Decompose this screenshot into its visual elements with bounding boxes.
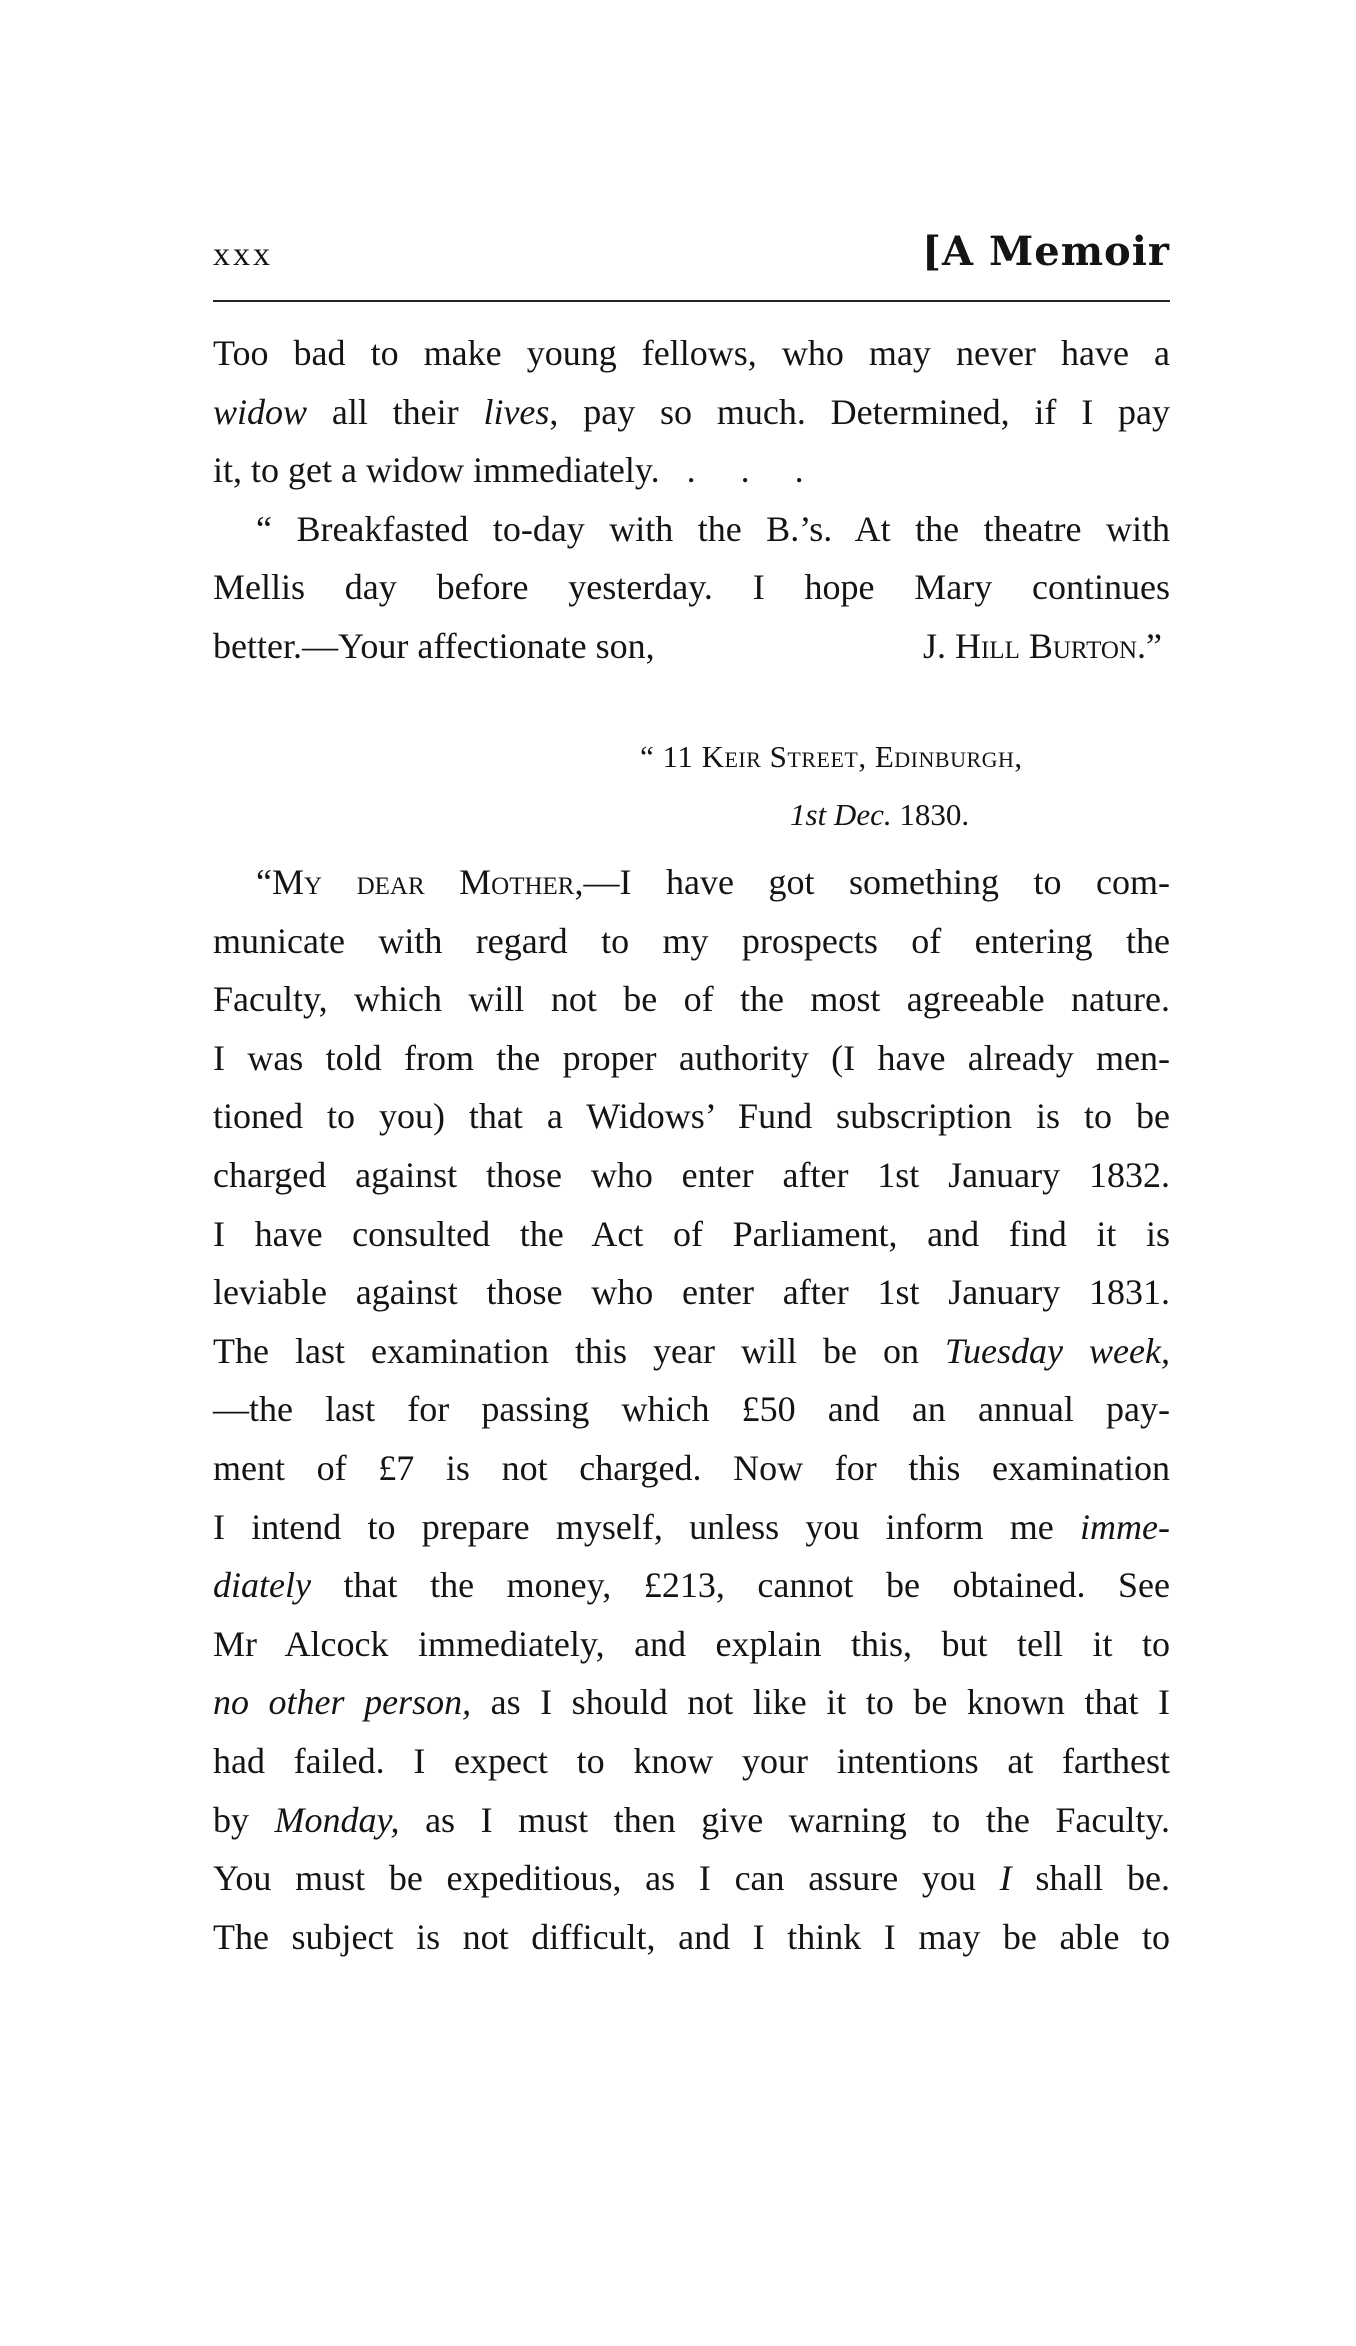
- text-line: widow all their lives, pay so much. Determined, if I pay: [213, 391, 1170, 432]
- text-line: Mr Alcock immediately, and explain this, but tell it to: [213, 1623, 1170, 1664]
- date: 1st Dec. 1830.: [790, 797, 970, 832]
- text-line: Too bad to make young fellows, who may never have a: [213, 333, 1170, 373]
- text-line: no other person, as I should not like it to be known that I: [213, 1682, 1170, 1723]
- text-line: diately that the money, £213, cannot be obtained. See: [213, 1565, 1170, 1606]
- text-line: by Monday, as I must then give warning to the Faculty.: [213, 1799, 1170, 1840]
- text-line: I intend to prepare myself, unless you inform me imme-: [213, 1506, 1170, 1547]
- text-line: it, to get a widow immediately. . . .: [213, 450, 822, 491]
- text-line: Faculty, which will not be of the most agreeable nature.: [213, 979, 1170, 1020]
- text-line: I was told from the proper authority (I have already men-: [213, 1037, 1170, 1078]
- page-header: [213, 228, 1170, 284]
- text-line: The subject is not difficult, and I think I may be able to: [213, 1916, 1170, 1957]
- signature: J. Hill Burton.”: [922, 625, 1162, 666]
- header-rule: [213, 300, 1170, 302]
- text-line: “ Breakfasted to-day with the B.’s. At the theatre with: [256, 508, 1170, 549]
- text-line: You must be expeditious, as I can assure you I shall be.: [213, 1858, 1170, 1899]
- text-line: —the last for passing which £50 and an annual pay-: [213, 1389, 1170, 1430]
- letter-heading: [640, 728, 1160, 844]
- closing: better.—Your affectionate son,: [213, 625, 655, 666]
- page-number: xxx: [213, 236, 273, 273]
- text-line: Mellis day before yesterday. I hope Mary continues: [213, 567, 1170, 608]
- text-line: municate with regard to my prospects of entering the: [213, 920, 1170, 961]
- salutation: My dear Mother,: [271, 862, 584, 902]
- letter-body: [213, 853, 1170, 1966]
- address: “ 11 Keir Street, Edinburgh,: [640, 739, 1023, 774]
- running-head: [A Memoir: [922, 228, 1170, 275]
- text-line: ment of £7 is not charged. Now for this examination: [213, 1447, 1170, 1488]
- text-line: leviable against those who enter after 1st January 1831.: [213, 1272, 1170, 1313]
- text-line: I have consulted the Act of Parliament, and find it is: [213, 1213, 1170, 1254]
- text-line: “My dear Mother,—I have got something to com-: [256, 862, 1170, 902]
- text-line: charged against those who enter after 1st January 1832.: [213, 1154, 1170, 1195]
- letter-continuation: [213, 324, 1170, 676]
- text-line: had failed. I expect to know your intentions at farthest: [213, 1740, 1170, 1781]
- text-line: tioned to you) that a Widows’ Fund subscription is to be: [213, 1096, 1170, 1137]
- signature-line: [213, 617, 1170, 676]
- text-line: The last examination this year will be on Tuesday week,: [213, 1330, 1170, 1371]
